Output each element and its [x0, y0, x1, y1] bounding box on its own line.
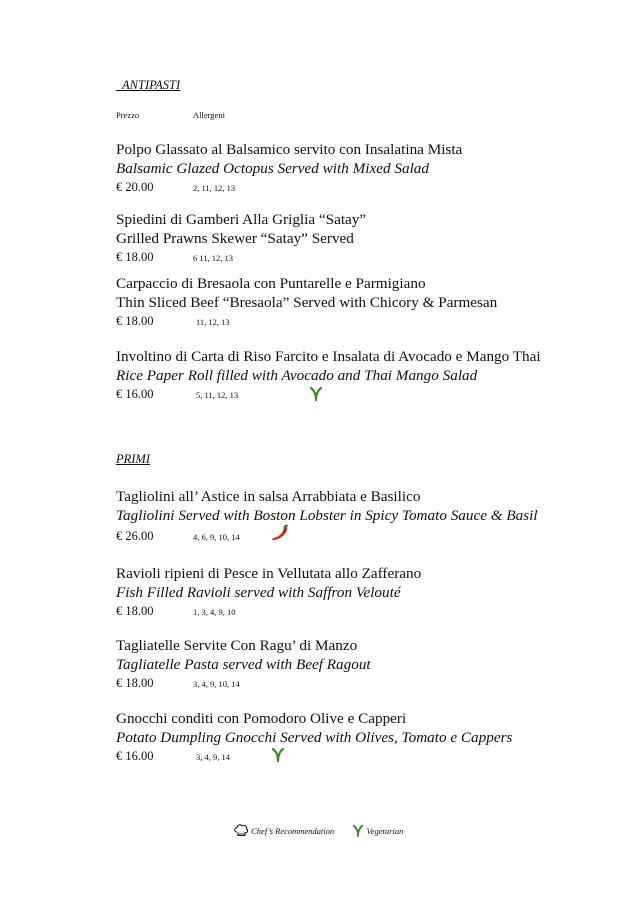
menu-item [116, 347, 616, 405]
dish-allergens: 1, 3, 4, 9, 10 [193, 607, 236, 617]
menu-item [116, 564, 616, 622]
legend [233, 823, 403, 839]
dish-name-english: Tagliatelle Pasta served with Beef Ragout [116, 656, 371, 673]
chili-pepper-icon [270, 523, 290, 548]
dish-price: € 18.00 [116, 250, 154, 264]
dish-price: € 18.00 [116, 676, 154, 690]
menu-item [116, 487, 616, 547]
allergen-column-header: Allergeni [193, 110, 225, 120]
legend-chef-recommendation: Chef’s Recommendation [251, 826, 335, 836]
dish-name-english: Thin Sliced Beef “Bresaola” Served with Chicory & Parmesan [116, 294, 498, 311]
dish-name-italian: Ravioli ripieni di Pesce in Vellutata allo Zafferano [116, 565, 422, 582]
dish-price: € 26.00 [116, 529, 154, 543]
dish-allergens: 11, 12, 13 [196, 317, 230, 327]
dish-name-english: Tagliolini Served with Boston Lobster in Spicy Tomato Sauce & Basil [116, 507, 538, 524]
dish-name-italian: Involtino di Carta di Riso Farcito e Insalata di Avocado e Mango Thai [116, 348, 541, 365]
dish-allergens: 5, 11, 12, 13 [196, 390, 239, 400]
dish-name-english: Potato Dumpling Gnocchi Served with Olives, Tomato e Cappers [116, 729, 513, 746]
menu-item [116, 636, 616, 694]
dish-name-english: Grilled Prawns Skewer “Satay” Served [116, 230, 354, 247]
dish-allergens: 2, 11, 12, 13 [193, 183, 236, 193]
dish-price: € 18.00 [116, 314, 154, 328]
dish-name-english: Rice Paper Roll filled with Avocado and Thai Mango Salad [116, 367, 478, 384]
dish-name-italian: Carpaccio di Bresaola con Puntarelle e Parmigiano [116, 275, 426, 292]
section-title-primi: PRIMI [116, 452, 151, 466]
dish-name-italian: Tagliatelle Servite Con Ragu’ di Manzo [116, 637, 358, 654]
menu-item [116, 274, 616, 332]
dish-price: € 20.00 [116, 180, 154, 194]
section-title-antipasti: ANTIPASTI [116, 78, 181, 92]
dish-allergens: 3, 4, 9, 10, 14 [193, 679, 240, 689]
vegetarian-leaf-icon [352, 823, 364, 839]
dish-allergens: 3, 4, 9, 14 [196, 752, 230, 762]
legend-vegetarian: Vegetarian [366, 826, 404, 836]
dish-price: € 16.00 [116, 749, 154, 763]
dish-price: € 16.00 [116, 387, 154, 401]
dish-allergens: 4, 6, 9, 10, 14 [193, 532, 240, 542]
dish-name-english: Fish Filled Ravioli served with Saffron Velouté [116, 584, 401, 601]
dish-name-italian: Spiedini di Gamberi Alla Griglia “Satay” [116, 211, 367, 228]
vegetarian-leaf-icon [271, 746, 285, 767]
menu-item [116, 140, 616, 198]
dish-name-italian: Gnocchi conditi con Pomodoro Olive e Capperi [116, 710, 407, 727]
dish-name-italian: Polpo Glassato al Balsamico servito con Insalatina Mista [116, 141, 463, 158]
menu-item [116, 709, 616, 767]
chefs-hat-icon [233, 823, 249, 839]
dish-price: € 18.00 [116, 604, 154, 618]
dish-allergens: 6 11, 12, 13 [193, 253, 234, 263]
dish-name-italian: Tagliolini all’ Astice in salsa Arrabbiata e Basilico [116, 488, 421, 505]
vegetarian-leaf-icon [309, 385, 323, 406]
menu-item [116, 210, 616, 268]
price-column-header: Prezzo [116, 110, 140, 120]
dish-name-english: Balsamic Glazed Octopus Served with Mixed Salad [116, 160, 429, 177]
